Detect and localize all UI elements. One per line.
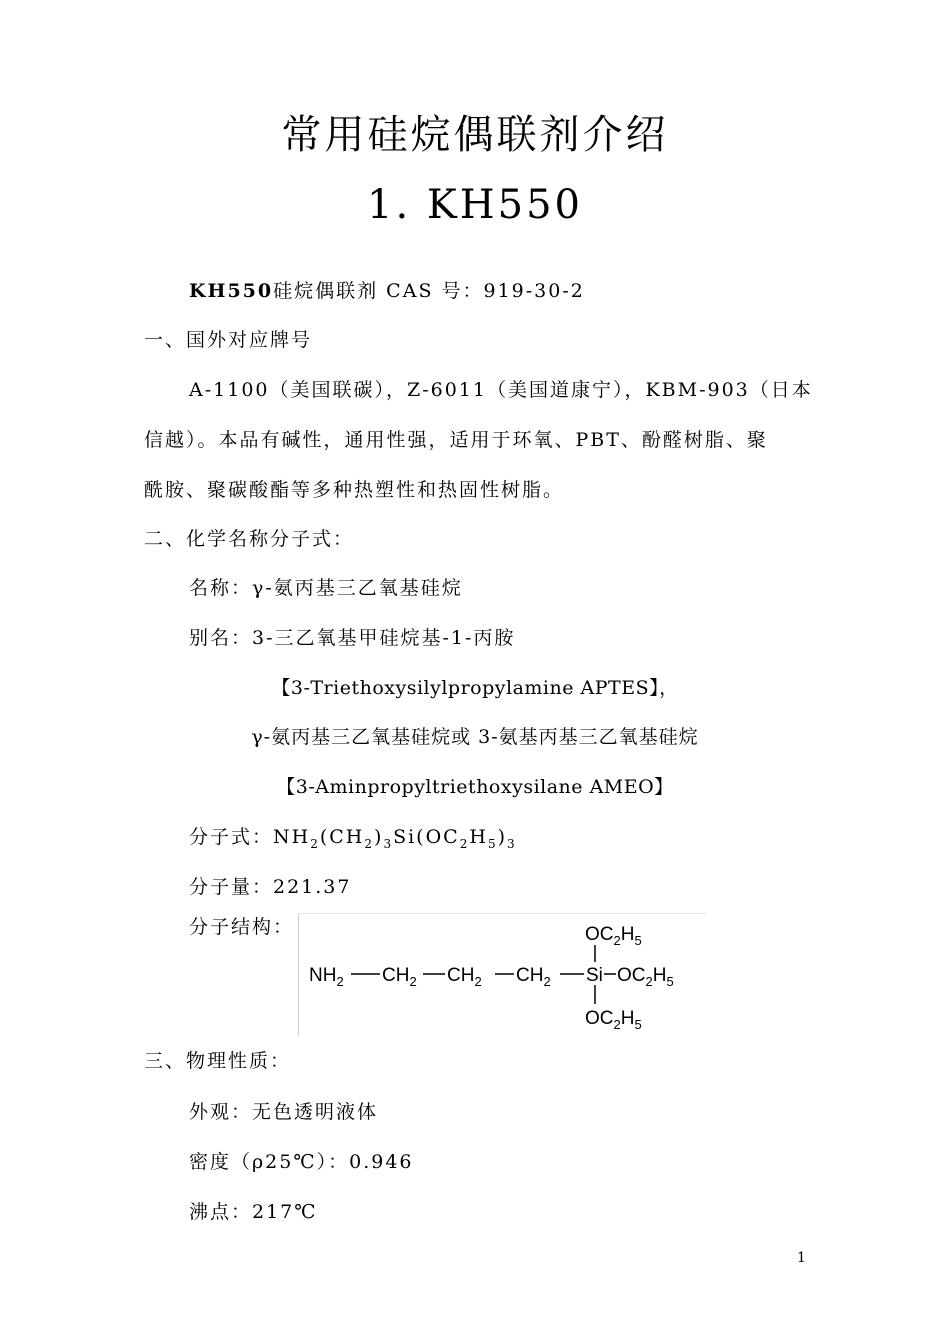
- section2-heading: 二、化学名称分子式：: [144, 528, 355, 550]
- amine-group-label: $NH_2$: [309, 965, 344, 989]
- structure-diagram: [298, 913, 706, 1036]
- methylene-3-label: $CH_2$: [516, 965, 551, 989]
- alias-chinese-2: γ-氨丙基三乙氧基硅烷或 3-氨基丙基三乙氧基硅烷: [251, 726, 699, 748]
- section1-heading: 一、国外对应牌号: [144, 329, 313, 351]
- chemical-alias: 别名：3-三乙氧基甲硅烷基-1-丙胺: [189, 627, 516, 649]
- alias-english-1: 【3-Triethoxysilylpropylamine APTES】，: [271, 677, 679, 699]
- formula-label: 分子式：: [189, 826, 274, 848]
- intro-line: [189, 276, 585, 303]
- boiling-point: 沸点：217℃: [189, 1201, 318, 1223]
- product-code: KH550: [189, 280, 274, 302]
- section1-para-line: 信越）。本品有碱性，通用性强，适用于环氧、PBT、酚醛树脂、聚: [144, 429, 768, 451]
- alias-english-2: 【3-Aminpropyltriethoxysilane AMEO】: [276, 776, 674, 798]
- bottom-ethoxy-label: $OC_2H_5$: [585, 1008, 642, 1032]
- appearance: 外观：无色透明液体: [189, 1101, 379, 1123]
- silicon-atom-label: Si: [586, 965, 603, 986]
- molecular-formula: 分子式：$NH_2(CH_2)_3Si(OC_2H_5)_3$: [189, 826, 517, 851]
- section1-para-line: 酰胺、聚碳酸酯等多种热塑性和热固性树脂。: [144, 479, 565, 501]
- right-ethoxy-label: $OC_2H_5$: [617, 965, 674, 989]
- chemical-name: 名称：γ-氨丙基三乙氧基硅烷: [189, 577, 463, 599]
- section3-heading: 三、物理性质：: [144, 1050, 292, 1072]
- structure-label: 分子结构：: [189, 916, 295, 938]
- top-ethoxy-label: $OC_2H_5$: [585, 924, 642, 948]
- methylene-1-label: $CH_2$: [382, 965, 417, 989]
- intro-cas: 硅烷偶联剂 CAS 号：919-30-2: [273, 280, 585, 302]
- density: 密度（ρ25℃）：0.946: [189, 1151, 414, 1173]
- section1-para-line: A-1100（美国联碳），Z-6011（美国道康宁），KBM-903（日本: [189, 379, 813, 401]
- page-number: 1: [797, 1250, 806, 1266]
- methylene-2-label: $CH_2$: [447, 965, 482, 989]
- molecular-mass: 分子量：221.37: [189, 876, 352, 898]
- document-subtitle: 1. KH550: [367, 182, 583, 228]
- document-title: 常用硅烷偶联剂介绍: [281, 112, 669, 158]
